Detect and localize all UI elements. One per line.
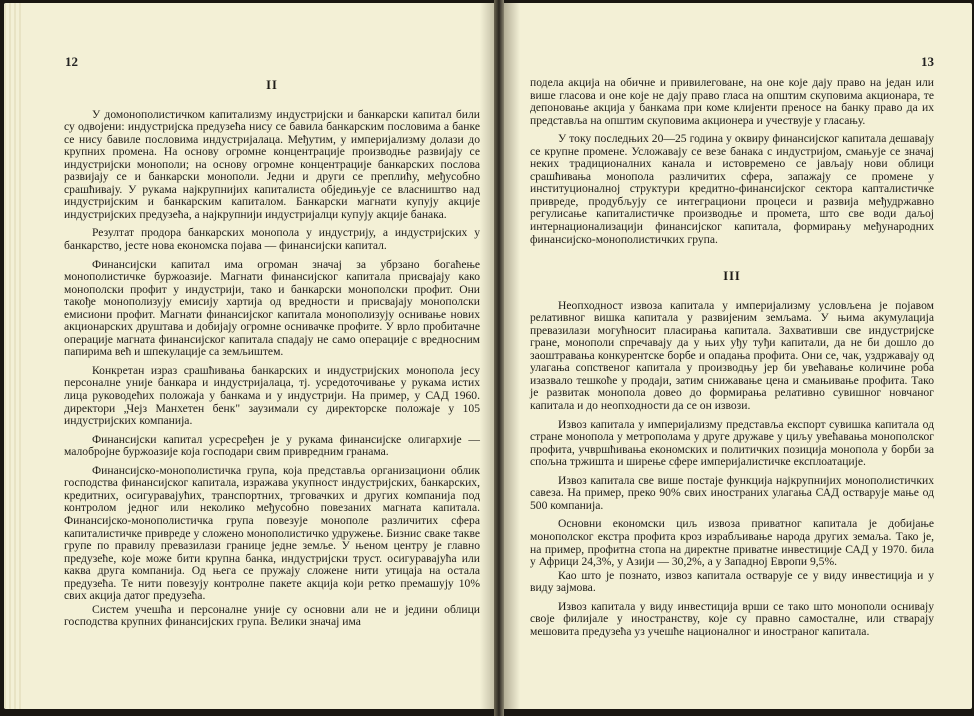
left-page bbox=[4, 3, 494, 709]
section-heading: III bbox=[723, 269, 741, 284]
paragraph: Извоз капитала све више постаје функција најкрупнијих монополистичких савеза. На пример, преко 90% свих иностраних улагања САД остварује мање од 500 компанија. bbox=[530, 473, 934, 512]
book-gutter bbox=[494, 0, 504, 716]
right-page-text bbox=[530, 77, 934, 644]
page-number: 13 bbox=[921, 54, 934, 69]
paragraph: Као што је познато, извоз капитала остварује се у виду инвестиција и у виду зајмова. bbox=[530, 568, 934, 595]
paragraph: подела акција на обичне и привилеговане, на оне које дају право на један или више гласова и оне које не дају право гласа на општим скуповима акционара, те депоновање акција у банкама при коме клијенти преносе на банку право да их представља на општим скуповима акционера и учествује у гласању. bbox=[530, 76, 934, 127]
paragraph: Финансијско-монополистичка група, која представља организациони облик господства финансијског капитала, изражава укупност индустријских, банкарских, кредитних, осигуравајућих, транспортних, трговачких и других компанија под контролом једног или неколико међусобно повезаних магната капитала. Финансијско-монополистичка група повезује монополе различитих сфера капиталистичке привреде у сложено монополистичко удружење. Бизнис сваке такве групе по правилу превазилази границе једне земље. У њеном центру је главно предузеће, које може бити крупна банка, индустријски труст. осигуравајућа или каква друга компанија. Од њега се пружају сложене нити утицаја на остала предузећа. Те нити повезују контролне пакете акција који ретко премашују 10% свих акција датог предузећа. bbox=[64, 463, 480, 603]
paragraph: Неопходност извоза капитала у империјализму условљена је појавом релативног вишка капитала у развијеним земљама. У њима акумулација превазилази могућносит пласирања капитала. Захвативши све индустријске гране, монополи спречавају да у њих уђу туђи капитали, да не би дошло до заоштравања конкурентске борбе и опадања профита. Они се, чак, уздржавају од улагања сопственог капитала у производњу јер би увећавање количине роба изазвало тешкоће у продаји, затим снижавање цена и смањивање профита. Тако је развитак монопола довео до формирања релативно сувишног новчаног капитала и до неопходности да се он извози. bbox=[530, 298, 934, 413]
paragraph: Финансијски капитал усресређен је у рукама финансијске олигархије — малобројне буржоазије која господари свим привредним гранама. bbox=[64, 432, 480, 459]
paragraph: Систем учешћа и персоналне уније су основни али не и једини облици господства крупних финансијских група. Велики значај има bbox=[64, 602, 480, 629]
paragraph: Извоз капитала у виду инвестиција врши се тако што монополи оснивају своје филијале у иностранству, које су правно самосталне, или стварају мешовита предузећа уз учешће националног и иностраног капитала. bbox=[530, 599, 934, 638]
page-number: 12 bbox=[65, 54, 78, 69]
paragraph: Конкретан израз срашћивања банкарских и индустријских монопола јесу персоналне уније банкара и индустријалаца, тј. усредоточивање у рукама истих лица руководећих положаја у банкама и у индустрији. На пример, у САД 1960. директори „Чејз Манхетен бенк" заузимали су директорске положаје у 105 индустријских компанија. bbox=[64, 363, 480, 428]
paragraph: Резултат продора банкарских монопола у индустрију, а индустријских у банкарство, јесте нова економска појава — финансијски капитал. bbox=[64, 226, 480, 253]
section-heading: II bbox=[266, 78, 278, 92]
right-page bbox=[504, 3, 972, 709]
paragraph: У домонополистичком капитализму индустријски и банкарски капитал били су одвојени: индустријска предузећа нису се бавила банкарским пословима а банке се нису бавиле пословима индустријалаца. Међутим, у империјализму долази до крупних промена. На основу огромне концентрације производње развијају се индустријски монополи; на основу огромне концентрације банкарских послова развијају се и банкарски монополи. Једни и други се преплићу, међусобно срашћивају. У рукама најкрупнијих капиталиста обједињује се власништво над индустријским и банкарским капиталом. Банкарски магнати купују акције индустријских предузећа, а најкрупнији индустријалци купују акције банака. bbox=[64, 107, 480, 221]
paragraph: У току последњих 20—25 година у оквиру финансијског капитала дешавају се крупне промене. Усложавају се везе банака с индустријом, смањује се значај неких традиционалних канала и истовремено се јављају нови облици срашћивања монопола различитих сфера, запажају се промене у институционалној структури кредитно-финансијског сектора капталистичке привреде, продубљују се интеграциони процеси и развија међудржавно регулисање капиталистичке производње и промета, што све води даљој интернационализацији финансијског капитала, формирању међународних финансијско-монополистичких група. bbox=[530, 132, 934, 246]
paragraph: Извоз капитала у империјализму представља експорт сувишка капитала од стране монопола у метрополама у друге дружаве у циљу увећавања монополског профита, учвршћивања економских и политичких позиција монопола у борби за спољна тржишта и ширење сфере империјалистичке експлоатације. bbox=[530, 417, 934, 469]
paragraph: Основни економски циљ извоза приватног капитала је добијање монополског екстра профита кроз израбљивање народа других земаља. Тако је, на пример, профитна стопа на директне приватне инвестиције САД у 1970. била у Африци 24,3%, у Азији — 30,2%, а у Западној Европи 9,5%. bbox=[530, 517, 934, 569]
left-page-text bbox=[64, 79, 480, 635]
paragraph: Финансијски капитал има огроман значај за убрзано богаћење монополистичке буржоазије. Магнати финансијског капитала присвајају како монополски профит у индустрији, тако и банкарски монополски профит. Они такође монополизују емисију хартија од вредности и присвајају монополски емисиони профит. Магнати финансијског капитала монополизују оснивање нових акционарских друштава и добијају огромне оснивачке профите. У врло пробитачне операције магната финансијског капитала спадају не само операције с вредносним папирима већ и шпекулације са земљиштем. bbox=[64, 257, 480, 359]
